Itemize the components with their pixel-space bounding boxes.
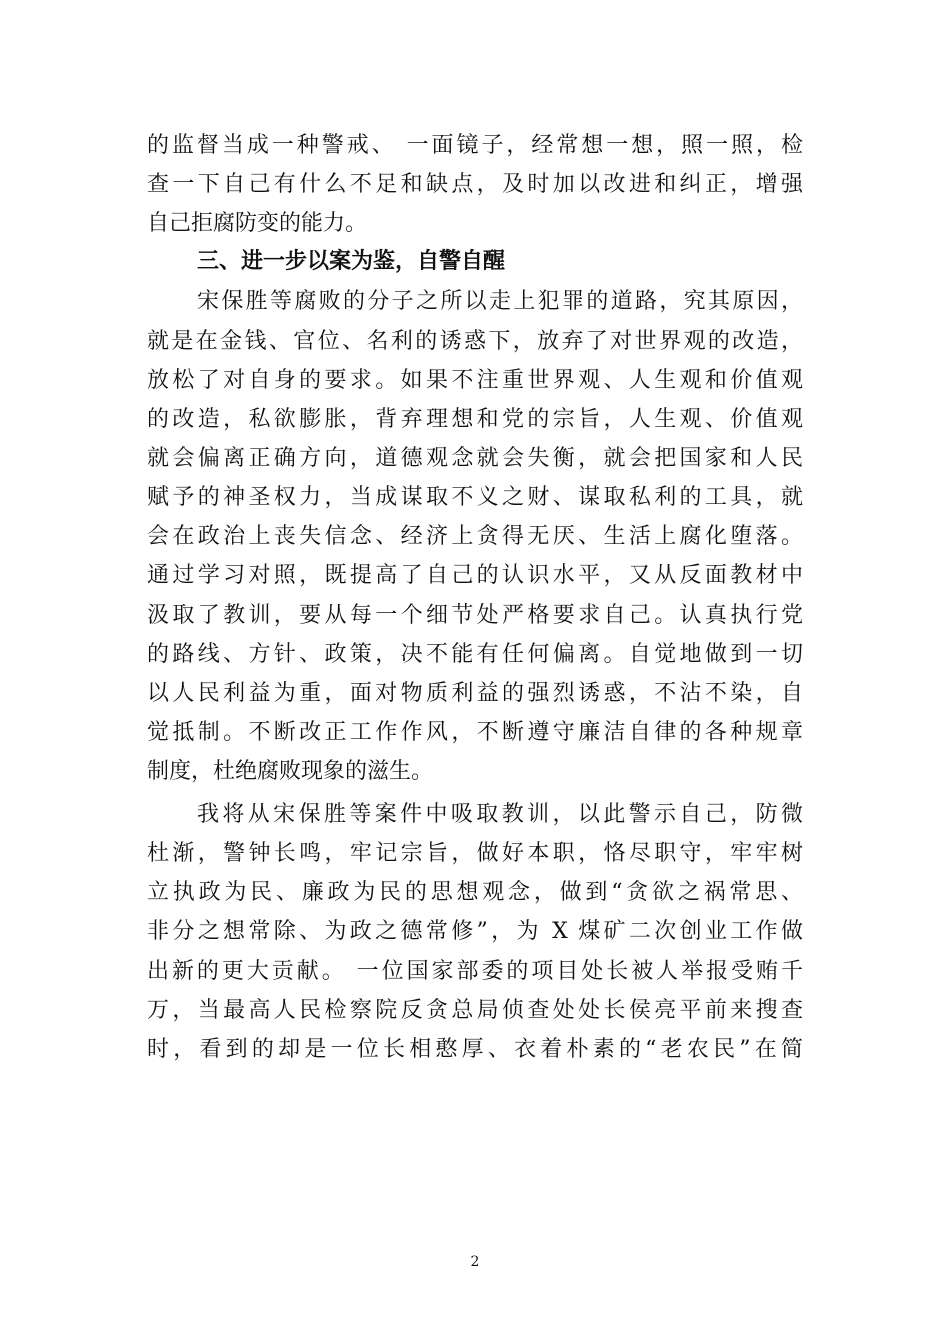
text-line: 宋保胜等腐败的分子之所以走上犯罪的道路，究其原因， xyxy=(197,289,803,314)
text-line: 觉抵制。不断改正工作作风，不断遵守廉洁自律的各种规章 xyxy=(147,720,803,745)
text-line: 的路线、方针、政策，决不能有任何偏离。自觉地做到一切 xyxy=(147,642,803,667)
text-line: 立执政为民、廉政为民的思想观念，做到“贪欲之祸常思、 xyxy=(147,880,803,905)
text-line: 放松了对自身的要求。如果不注重世界观、人生观和价值观 xyxy=(147,368,803,393)
text-line: 赋予的神圣权力，当成谋取不义之财、谋取私利的工具，就 xyxy=(147,485,803,510)
text-line: 非分之想常除、为政之德常修”，为 X 煤矿二次创业工作做 xyxy=(147,919,803,944)
text-line: 时，看到的却是一位长相憨厚、衣着朴素的“老农民”在简 xyxy=(147,1037,803,1062)
text-line: 杜渐，警钟长鸣，牢记宗旨，做好本职，恪尽职守，牢牢树 xyxy=(147,841,803,866)
text-line: 就会偏离正确方向，道德观念就会失衡，就会把国家和人民 xyxy=(147,446,803,471)
text-line: 自己拒腐防变的能力。 xyxy=(147,211,368,236)
text-line: 通过学习对照，既提高了自己的认识水平，又从反面教材中 xyxy=(147,563,803,588)
text-line: 我将从宋保胜等案件中吸取教训，以此警示自己，防微 xyxy=(197,802,803,827)
text-line: 会在政治上丧失信念、经济上贪得无厌、生活上腐化堕落。 xyxy=(147,524,803,549)
text-line: 汲取了教训，要从每一个细节处严格要求自己。认真执行党 xyxy=(147,603,803,628)
text-line: 就是在金钱、官位、名利的诱惑下，放弃了对世界观的改造， xyxy=(147,329,803,354)
text-line: 的改造，私欲膨胀，背弃理想和党的宗旨，人生观、价值观 xyxy=(147,407,803,432)
text-line: 以人民利益为重，面对物质利益的强烈诱惑，不沾不染，自 xyxy=(147,681,803,706)
text-line: 查一下自己有什么不足和缺点，及时加以改进和纠正，增强 xyxy=(147,172,803,197)
text-line: 制度，杜绝腐败现象的滋生。 xyxy=(147,759,434,784)
section-heading: 三、进一步以案为鉴，自警自醒 xyxy=(197,249,506,274)
text-line: 出新的更大贡献。 一位国家部委的项目处长被人举报受贿千 xyxy=(147,959,803,984)
text-line: 的监督当成一种警戒、 一面镜子，经常想一想，照一照，检 xyxy=(147,133,803,158)
page-number: 2 xyxy=(470,1254,480,1270)
text-line: 万，当最高人民检察院反贪总局侦查处处长侯亮平前来搜查 xyxy=(147,998,803,1023)
